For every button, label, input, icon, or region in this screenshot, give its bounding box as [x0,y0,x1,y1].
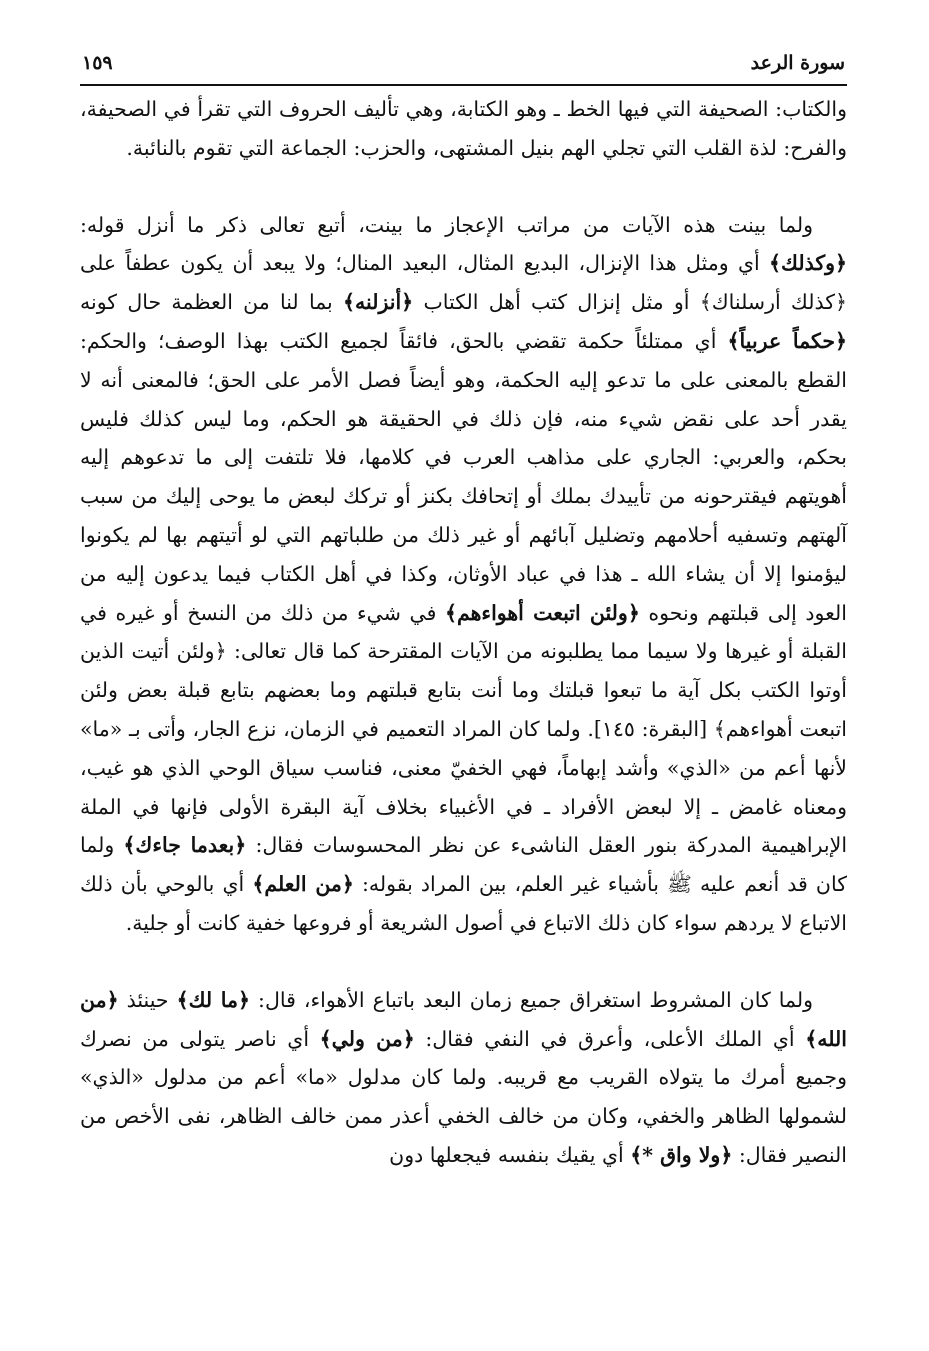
text-segment: في شيء من ذلك من النسخ أو غيره في القبلة أو غيرها ولا سيما مما يطلبونه من الآيات المقترحة كما قال تعالى: ﴿ولئن أتيت الذين أوتوا الكتب بكل آية ما تبعوا قبلتك وما أنت بتابع قبلتهم وما بعضهم بتابع قبلة بعض ولئن اتبعت أهواءهم﴾ [البقرة: ١٤٥]. ولما كان المراد التعميم في الزمان، نزع الجار، وأتى بـ «ما» لأنها أعم من «الذي» وأشد إبهاماً، فهي الخفيّ معنى، فناسب سياق الوحي الذي هو غيب، ومعناه غامض ـ إلا لبعض الأفراد ـ في الأغبياء بخلاف آية البقرة الأولى فإنها في الملة الإبراهيمية المدركة بنور العقل الناشىء عن نظر المحسوسات فقال: [80,600,848,858]
text-segment: ولما كان قد أنعم عليه ﷺ بأشياء غير العلم، بين المراد بقوله: [80,833,847,897]
text-segment: ولما كان المشروط استغراق جميع زمان البعد باتباع الأهواء، قال: [250,987,813,1012]
text-segment: أو مثل إنزال كتب أهل الكتاب [413,290,700,315]
text-segment: ﴿كذلك أرسلناك﴾ [699,290,847,315]
quran-quote: ﴿من الله﴾ [80,987,847,1051]
text-segment: أي ناصر يتولى من نصرك وجميع أمرك ما يتولاه القريب مع قريبه. ولما كان مدلول «ما» أعم من مدلول «الذي» لشمولها الظاهر والخفي، وكان من خالف الخفي أعذر ممن خالف الظاهر، نفى الأخص من النصير فقال: [80,1026,847,1167]
quran-quote: ﴿من ولي﴾ [319,1026,415,1051]
text-segment: ولما بينت هذه الآيات من مراتب الإعجاز ما بينت، أتبع تعالى ذكر ما أنزل قوله: [80,212,813,237]
quran-quote: ﴿بعدما جاءك﴾ [123,833,247,858]
text-segment: والكتاب: الصحيفة التي فيها الخط ـ وهو الكتابة، وهي تأليف الحروف التي تقرأ في الصحيفة، والفرح: لذة القلب التي تجلي الهم بنيل المشتهى، والحزب: الجماعة التي تقوم بالنائبة. [80,97,847,160]
paragraph-2 [80,206,847,943]
quran-quote: ﴿ولئن اتبعت أهواءهم﴾ [444,600,640,625]
quran-quote: ﴿ما لك﴾ [176,987,251,1012]
text-segment: أي ممتلئاً حكمة تقضي بالحق، فائقاً لجميع الكتب بهذا الوصف؛ والحكم: القطع بالمعنى على ما تدعو إليه الحكمة، وهو أيضاً فصل الأمر على الحق؛ فالمعنى أنه لا يقدر أحد على نقض شيء منه، فإن ذلك في الحقيقة هو الحكم، وما ليس كذلك فليس بحكم، والعربي: الجاري على مذاهب العرب في كلامها، فلا تلتفت إلى ما تدعوهم إليه أهويتهم فيقترحونه من تأييدك بملك أو إتحافك بكنز أو تركك لبعض ما يوحى إليك من سبب آلهتهم وتسفيه أحلامهم وتضليل آبائهم أو غير ذلك من طلباتهم التي لو أتيتهم بها لم يكونوا ليؤمنوا إلا أن يشاء الله ـ هذا في عباد الأوثان، وكذا في أهل الكتاب فيما يدعون إليه من العود إلى قبلتهم ونحوه [80,328,847,625]
text-segment: حينئذ [118,987,177,1012]
paragraph-gap [80,168,847,206]
paragraph-3 [80,981,847,1175]
paragraph-1 [80,90,847,168]
paragraph-gap [80,943,847,981]
quran-quote: ﴿وكذلك﴾ [769,251,847,276]
text-segment: أي الملك الأعلى، وأعرق في النفي فقال: [414,1026,806,1051]
text-segment: أي ومثل هذا الإنزال، البديع المثال، البعيد المنال؛ ولا يبعد أن يكون عطفاً على [80,251,770,276]
text-segment: أي يقيك بنفسه فيجعلها دون [389,1142,631,1167]
body-text [80,90,847,1175]
quran-quote: ﴿حكماً عربياً﴾ [727,328,848,353]
surah-title: سورة الرعد [750,52,845,74]
text-segment: بما لنا من العظمة حال كونه [80,290,344,315]
quran-quote: ﴿من العلم﴾ [252,872,354,897]
page-number: ١٥٩ [82,52,113,74]
quran-quote: ﴿أنزلنه﴾ [343,290,414,315]
text-segment: أي بالوحي بأن ذلك الاتباع لا يردهم سواء كان ذلك الاتباع في أصول الشريعة أو فروعها خفية كانت أو جلية. [80,872,847,935]
quran-quote: ﴿ولا واق *﴾ [630,1142,733,1167]
running-header [80,52,847,86]
